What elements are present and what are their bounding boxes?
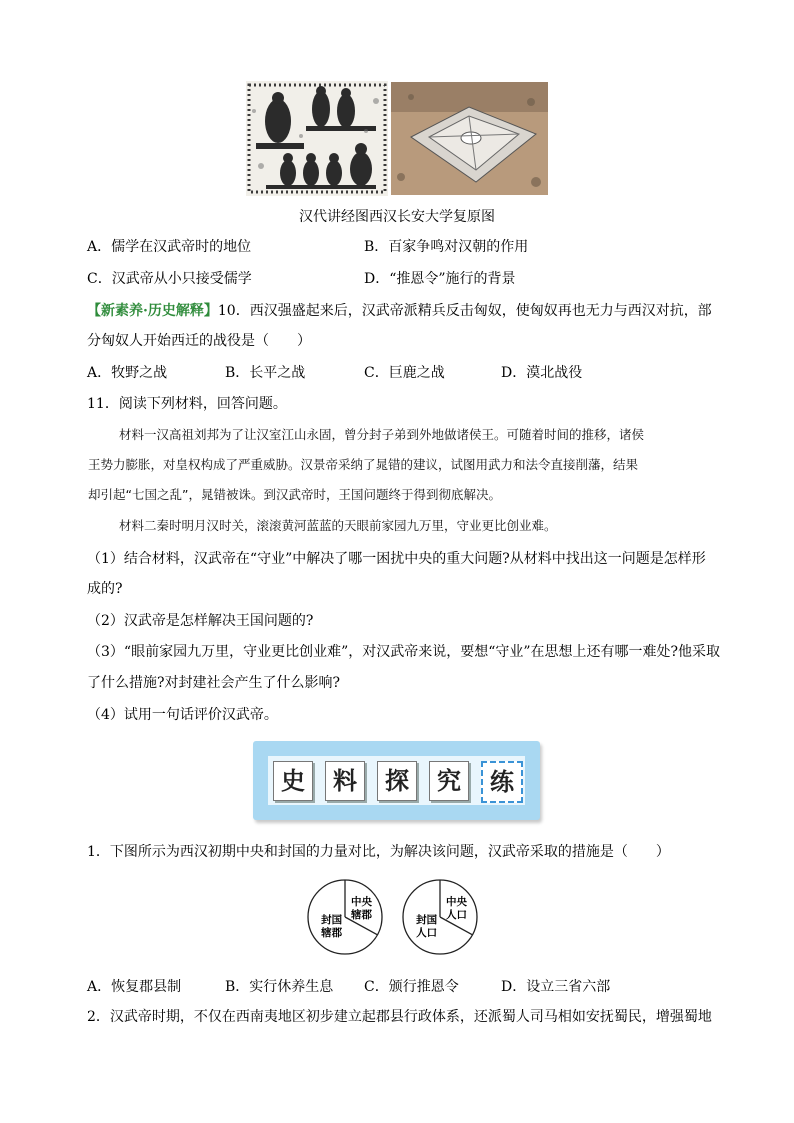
pie-2-label-2: 封国人口 — [416, 913, 438, 939]
q10-option-c: C．巨鹿之战 — [364, 365, 445, 381]
q9-option-a: A．儒学在汉武帝时的地位 — [87, 239, 252, 255]
university-model-image — [391, 82, 548, 195]
pie-charts — [300, 872, 500, 962]
material-1-line-2: 王势力膨胀，对皇权构成了严重威胁。汉景帝采纳了晁错的建议，试图用武力和法令直接削藩，结果 — [88, 457, 639, 472]
section-banner — [253, 741, 540, 820]
q11-sub1-line-2: 成的? — [87, 581, 123, 597]
q11-sub2: （2）汉武帝是怎样解决王国问题的? — [87, 613, 314, 629]
q9-option-b: B．百家争鸣对汉朝的作用 — [364, 239, 529, 255]
q9-option-d: D．“推恩令”施行的背景 — [364, 271, 516, 287]
p1-option-c: C．颁行推恩令 — [364, 979, 459, 995]
banner-char-2: 料 — [325, 761, 365, 801]
q10-option-b: B．长平之战 — [225, 365, 306, 381]
lecture-rubbing-image — [246, 81, 388, 196]
q11-intro: 11．阅读下列材料，回答问题。 — [87, 396, 287, 412]
material-1-line-1: 材料一汉高祖刘邦为了让汉室江山永固，曾分封子弟到外地做诸侯王。可随着时间的推移，诸侯 — [119, 427, 645, 442]
q11-sub3-line-2: 了什么措施?对封建社会产生了什么影响? — [87, 675, 341, 691]
figure-caption: 汉代讲经图西汉长安大学复原图 — [299, 209, 495, 225]
p1-option-d: D．设立三省六部 — [501, 979, 611, 995]
q11-sub4: （4）试用一句话评价汉武帝。 — [87, 707, 278, 723]
banner-char-3: 探 — [377, 761, 417, 801]
p1-option-b: B．实行休养生息 — [225, 979, 334, 995]
q10-stem-line-1: 【新素养·历史解释】10．西汉强盛起来后，汉武帝派精兵反击匈奴，使匈奴再也无力与西汉对抗，部 — [87, 303, 712, 319]
material-1-line-3: 却引起“七国之乱”，晁错被诛。到汉武帝时，王国问题终于得到彻底解决。 — [88, 487, 501, 502]
q10-option-d: D．漠北战役 — [501, 365, 583, 381]
q10-option-a: A．牧野之战 — [87, 365, 168, 381]
p1-stem: 1．下图所示为西汉初期中央和封国的力量对比，为解决该问题，汉武帝采取的措施是（ ） — [87, 844, 670, 860]
q11-sub3-line-1: （3）“眼前家园九万里，守业更比创业难”，对汉武帝来说，要想“守业”在思想上还有哪一难处?他采取 — [87, 644, 721, 660]
q10-stem-line-2: 分匈奴人开始西迁的战役是（ ） — [87, 333, 311, 349]
pie-1-label-2: 封国辖郡 — [321, 913, 343, 939]
banner-char-4: 究 — [429, 761, 469, 801]
q9-option-c: C．汉武帝从小只接受儒学 — [87, 271, 252, 287]
material-2: 材料二秦时明月汉时关，滚滚黄河蓝蓝的天眼前家园九万里，守业更比创业难。 — [119, 518, 557, 533]
banner-char-1: 史 — [273, 761, 313, 801]
banner-char-5: 练 — [481, 761, 523, 803]
pie-1-label-1: 中央辖郡 — [351, 896, 373, 922]
pie-2-label-1: 中央人口 — [446, 896, 468, 922]
p1-option-a: A．恢复郡县制 — [87, 979, 182, 995]
p2-line-1: 2．汉武帝时期，不仅在西南夷地区初步建立起郡县行政体系，还派蜀人司马相如安抚蜀民，增强蜀地 — [87, 1009, 712, 1025]
q11-sub1-line-1: （1）结合材料，汉武帝在“守业”中解决了哪一困扰中央的重大问题?从材料中找出这一问题是怎样形 — [87, 551, 706, 567]
q10-tag: 【新素养·历史解释】 — [87, 303, 218, 319]
